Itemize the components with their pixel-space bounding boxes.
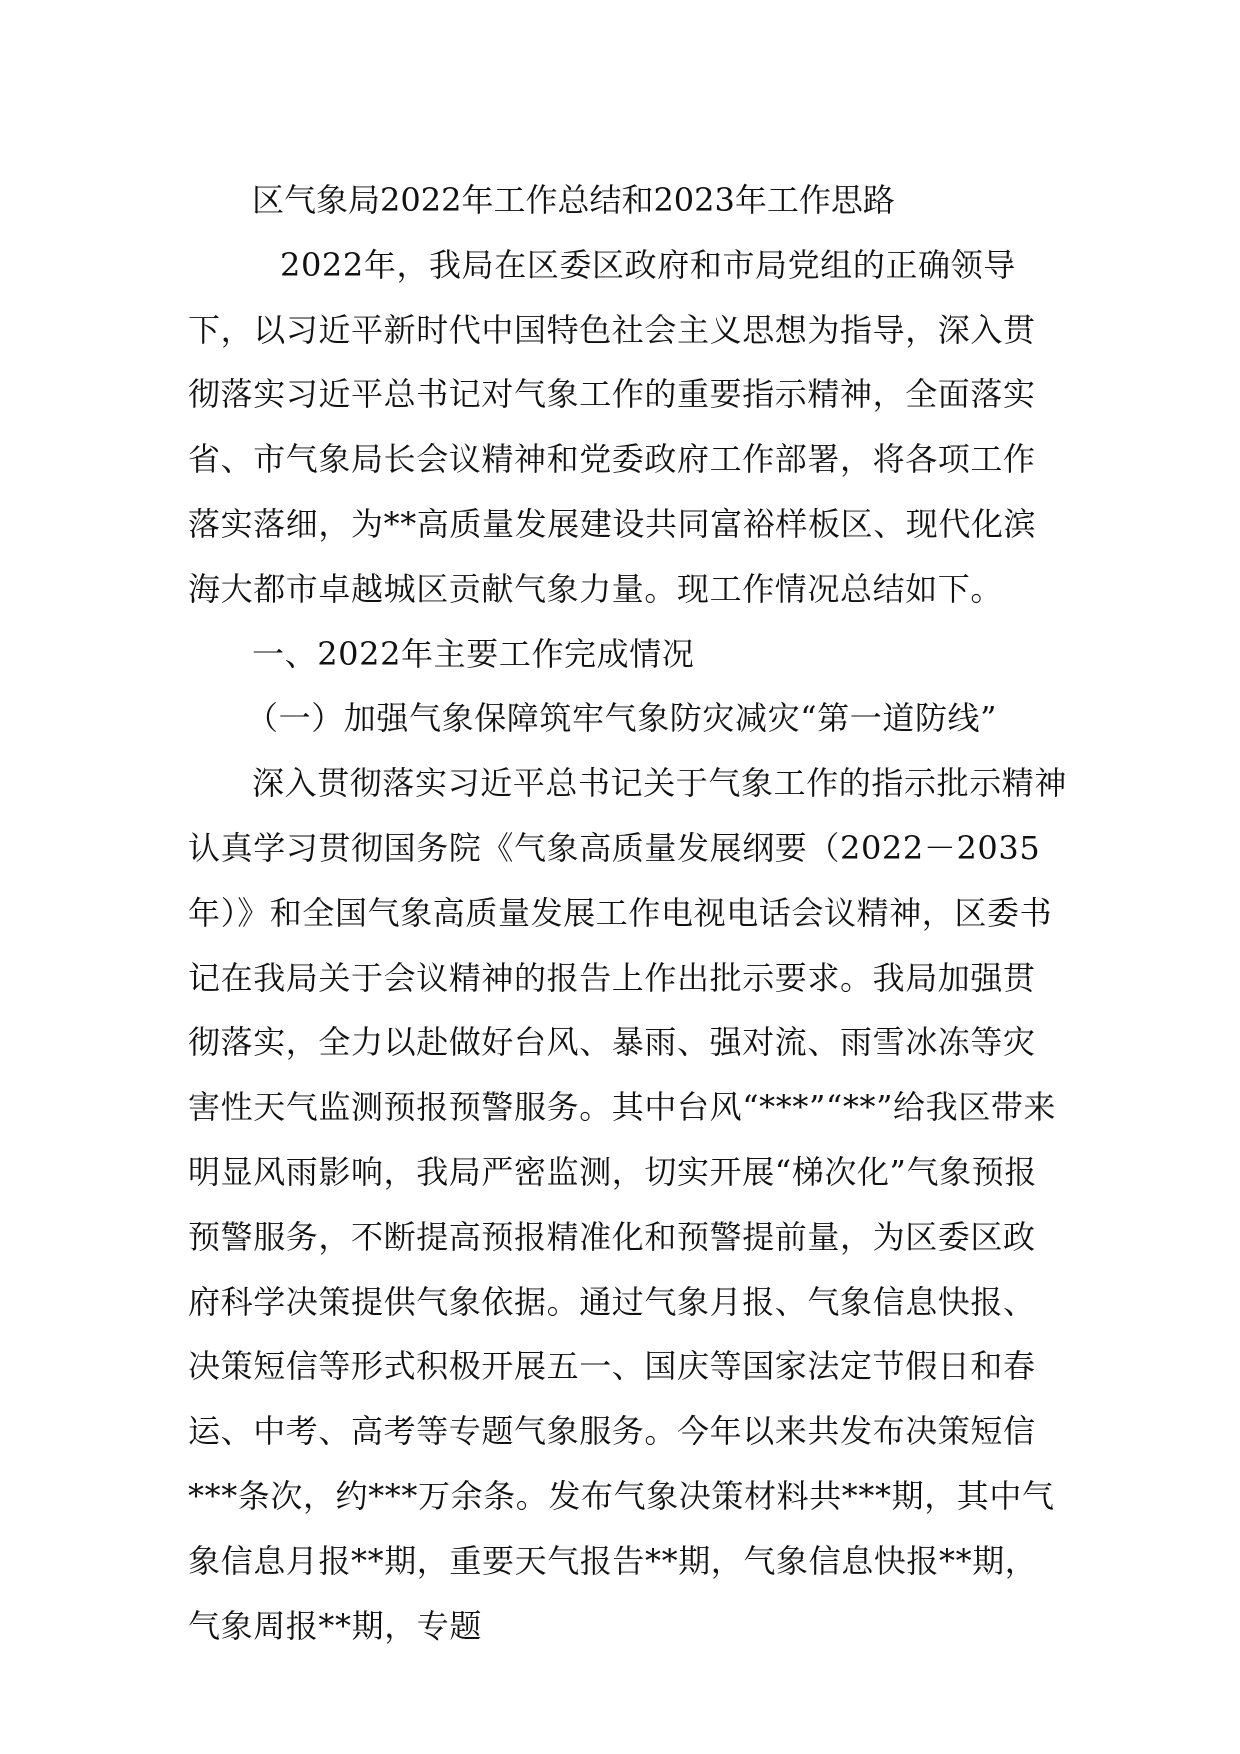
intro-paragraph: 2022年，我局在区委区政府和市局党组的正确领导下，以习近平新时代中国特色社会主义思想为指导，深入贯彻落实习近平总书记对气象工作的重要指示精神，全面落实省、市气象局长会议精神和党委政府工作部署，将各项工作落实落细，为**高质量发展建设共同富裕样板区、现代化滨海大都市卓越城区贡献气象力量。现工作情况总结如下。 — [188, 245, 1037, 608]
section-heading: 一、2022年主要工作完成情况 — [252, 634, 695, 673]
body-paragraph: 深入贯彻落实习近平总书记关于气象工作的指示批示精神认真学习贯彻国务院《气象高质量发展纲要（2022－2035年）》和全国气象高质量发展工作电视电话会议精神，区委书记在我局关于会议精神的报告上作出批示要求。我局加强贯彻落实，全力以赴做好台风、暴雨、强对流、雨雪冰冻等灾害性天气监测预报预警服务。其中台风“***”“**”给我区带来明显风雨影响，我局严密监测，切实开展“梯次化”气象预报预警服务，不断提高预报精准化和预警提前量，为区委区政府科学决策提供气象依据。通过气象月报、气象信息快报、决策短信等形式积极开展五一、国庆等国家法定节假日和春运、中考、高考等专题气象服务。今年以来共发布决策短信***条次，约***万余条。发布气象决策材料共***期，其中气象信息月报**期，重要天气报告**期，气象信息快报**期，气象周报**期，专题 — [188, 764, 1068, 1645]
document-title: 区气象局2022年工作总结和2023年工作思路 — [252, 181, 895, 219]
subsection-heading: （一）加强气象保障筑牢气象防灾减灾“第一道防线” — [246, 699, 998, 738]
document-body — [188, 168, 1068, 1658]
